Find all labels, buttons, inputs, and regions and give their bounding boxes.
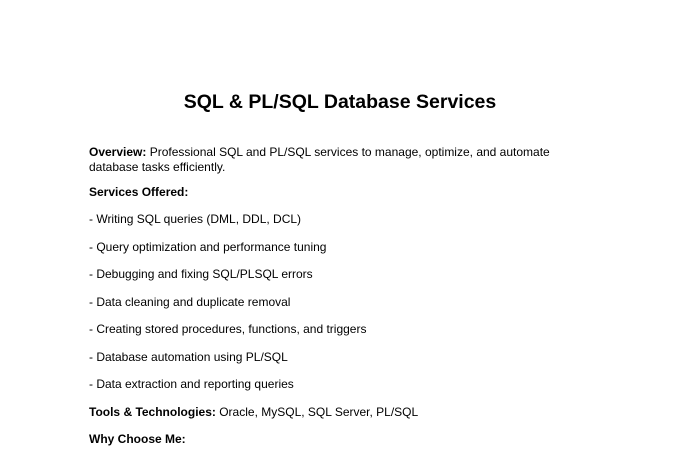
services-heading: Services Offered: (89, 185, 189, 199)
overview-text: Professional SQL and PL/SQL services to manage, optimize, and automate database tasks efficiently. (89, 145, 550, 174)
service-item: - Debugging and fixing SQL/PLSQL errors (89, 267, 313, 281)
service-item: - Database automation using PL/SQL (89, 350, 288, 364)
service-item: - Query optimization and performance tuning (89, 240, 327, 254)
tools-paragraph (89, 405, 589, 420)
document-title: SQL & PL/SQL Database Services (183, 91, 497, 113)
service-item: - Data cleaning and duplicate removal (89, 295, 291, 309)
why-heading: Why Choose Me: (89, 432, 186, 446)
service-item: - Writing SQL queries (DML, DDL, DCL) (89, 212, 302, 226)
service-item: - Creating stored procedures, functions, and triggers (89, 322, 367, 336)
tools-label: Tools & Technologies: (89, 405, 216, 419)
overview-label: Overview: (89, 145, 147, 159)
tools-text: Oracle, MySQL, SQL Server, PL/SQL (215, 405, 419, 419)
overview-paragraph (89, 145, 589, 174)
service-item: - Data extraction and reporting queries (89, 377, 294, 391)
